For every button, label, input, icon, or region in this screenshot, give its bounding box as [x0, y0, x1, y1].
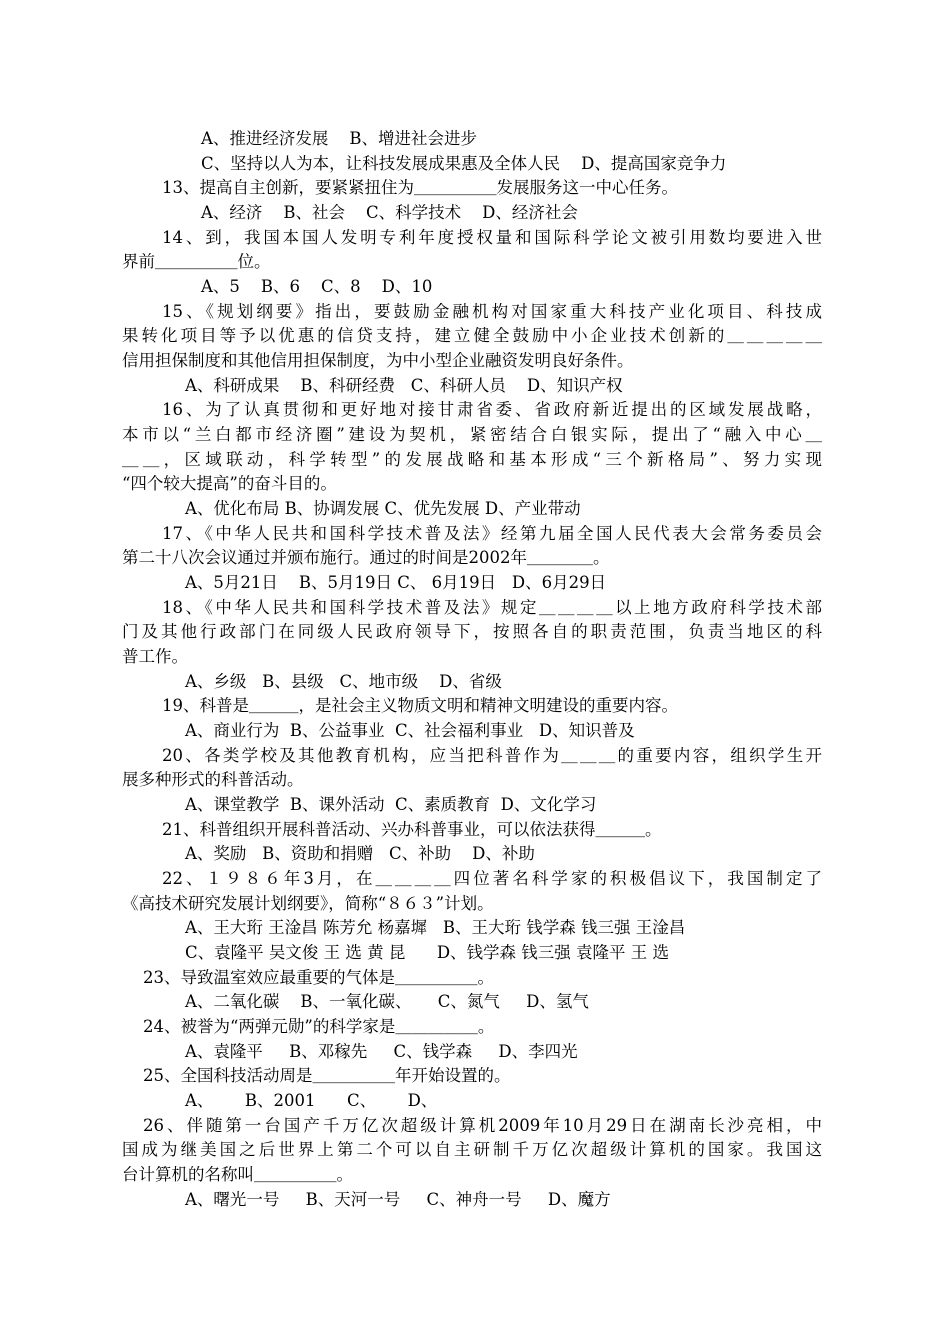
- question-line: 14、到，我国本国人发明专利年度授权量和国际科学论文被引用数均要进入世: [162, 228, 822, 247]
- question-line: 普工作。: [122, 647, 188, 666]
- question-line: 24、被誉为“两弹元勋”的科学家是＿＿＿＿＿。: [143, 1017, 495, 1036]
- question-line: 17、《中华人民共和国科学技术普及法》经第九届全国人民代表大会常务委员会: [162, 524, 822, 543]
- question-line: 第二十八次会议通过并颁布施行。通过的时间是2002年＿＿＿＿。: [122, 548, 610, 567]
- option-line: A、二氧化碳 B、一氧化碳、 C、氮气 D、氢气: [185, 992, 589, 1011]
- question-line: 本市以“兰白都市经济圈”建设为契机，紧密结合白银实际，提出了“融入中心＿: [122, 425, 822, 444]
- option-line: A、科研成果 B、科研经费 C、科研人员 D、知识产权: [185, 376, 623, 395]
- question-line: 23、导致温室效应最重要的气体是＿＿＿＿＿。: [143, 968, 494, 987]
- question-line: 界前＿＿＿＿＿位。: [122, 252, 271, 271]
- option-line: A、 B、2001 C、 D、: [185, 1091, 438, 1110]
- option-line: A、乡级 B、县级 C、地市级 D、省级: [185, 672, 502, 691]
- question-line: 26、伴随第一台国产千万亿次超级计算机2009年10月29日在湖南长沙亮相，中: [143, 1116, 822, 1135]
- question-line: 果转化项目等予以优惠的信贷支持，建立健全鼓励中小企业技术创新的＿＿＿＿＿: [122, 326, 822, 345]
- question-line: 《高技术研究发展计划纲要》，简称“８６３”计划。: [122, 894, 494, 913]
- question-line: 20、各类学校及其他教育机构，应当把科普作为＿＿＿的重要内容，组织学生开: [162, 746, 822, 765]
- question-line: 13、提高自主创新，要紧紧扭住为＿＿＿＿＿发展服务这一中心任务。: [162, 178, 678, 197]
- question-line: 信用担保制度和其他信用担保制度，为中小型企业融资发明良好条件。: [122, 351, 634, 370]
- option-line: A、优化布局 B、协调发展 C、优先发展 D、产业带动: [185, 499, 581, 518]
- question-line: 台计算机的名称叫＿＿＿＿＿。: [122, 1165, 353, 1184]
- option-line: C、袁隆平 吴文俊 王 选 黄 昆 D、钱学森 钱三强 袁隆平 王 选: [185, 943, 670, 962]
- question-line: 16、为了认真贯彻和更好地对接甘肃省委、省政府新近提出的区域发展战略，: [162, 400, 822, 419]
- question-line: 25、全国科技活动周是＿＿＿＿＿年开始设置的。: [143, 1066, 511, 1085]
- option-line: A、曙光一号 B、天河一号 C、神舟一号 D、魔方: [185, 1190, 611, 1209]
- option-line: A、商业行为 B、公益事业 C、社会福利事业 D、知识普及: [185, 721, 635, 740]
- option-line: A、经济 B、社会 C、科学技术 D、经济社会: [201, 203, 578, 222]
- question-line: 21、科普组织开展科普活动、兴办科普事业，可以依法获得＿＿＿。: [162, 820, 662, 839]
- option-line: A、5月21日 B、5月19日 C、 6月19日 D、6月29日: [185, 573, 607, 592]
- question-line: 门及其他行政部门在同级人民政府领导下，按照各自的职责范围，负责当地区的科: [122, 622, 822, 641]
- option-line: A、推进经济发展 B、增进社会进步: [201, 129, 478, 148]
- option-line: A、奖励 B、资助和捐赠 C、补助 D、补助: [185, 844, 535, 863]
- question-line: 15、《规划纲要》指出，要鼓励金融机构对国家重大科技产业化项目、科技成: [162, 302, 822, 321]
- question-line: 19、科普是＿＿＿，是社会主义物质文明和精神文明建设的重要内容。: [162, 696, 678, 715]
- question-line: 22、１９８６年3月，在＿＿＿＿四位著名科学家的积极倡议下，我国制定了: [162, 869, 822, 888]
- question-line: 展多种形式的科普活动。: [122, 770, 304, 789]
- option-line: C、坚持以人为本，让科技发展成果惠及全体人民 D、提高国家竞争力: [201, 154, 727, 173]
- option-line: A、课堂教学 B、课外活动 C、素质教育 D、文化学习: [185, 795, 597, 814]
- question-line: 18、《中华人民共和国科学技术普及法》规定＿＿＿＿以上地方政府科学技术部: [162, 598, 822, 617]
- question-line: 国成为继美国之后世界上第二个可以自主研制千万亿次超级计算机的国家。我国这: [122, 1140, 822, 1159]
- option-line: A、袁隆平 B、邓稼先 C、钱学森 D、李四光: [185, 1042, 578, 1061]
- question-line: ＿＿，区域联动，科学转型”的发展战略和基本形成“三个新格局”、努力实现: [122, 450, 822, 469]
- option-line: A、5 B、6 C、8 D、10: [201, 277, 433, 296]
- question-line: “四个较大提高”的奋斗目的。: [122, 474, 337, 493]
- option-line: A、王大珩 王淦昌 陈芳允 杨嘉墀 B、王大珩 钱学森 钱三强 王淦昌: [185, 918, 686, 937]
